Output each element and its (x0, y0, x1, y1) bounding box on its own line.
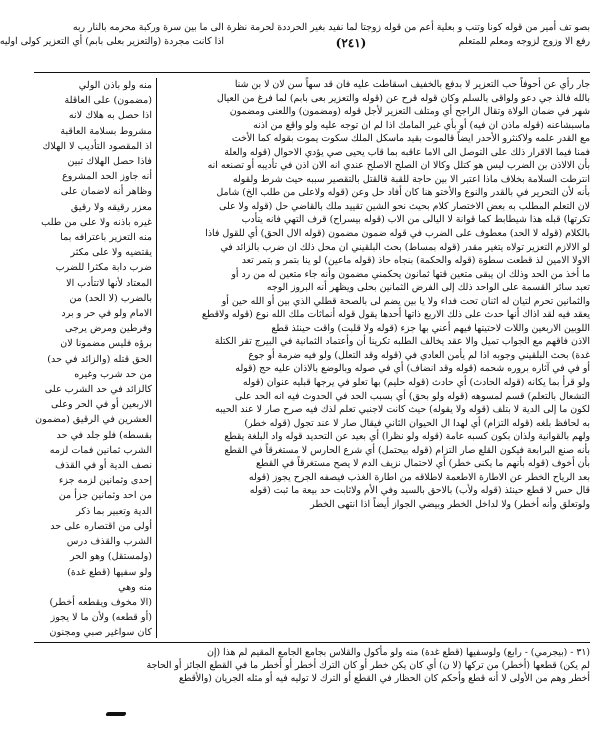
matn-line: الاربعين أو في الحر وعلى (51, 399, 152, 411)
commentary-line: تكرتها) قبله هذا شيطابط كما قوانة لا اليالى من الاب (قوله بيسراح) قرف التهي فانه يتأدب (241, 214, 590, 226)
matn-line: من احد وثمانين جزأ من (58, 490, 152, 502)
page-header (0, 22, 590, 78)
matn-line: (مضمون) على العاقلة (64, 95, 152, 107)
commentary-line: بأن الالاذن بن الضرب ليس هو كتلل وكالا ان الصلح الاصلح عندي انه الان اذن في تأديبه أو تصنعه انه (207, 160, 590, 172)
commentary-line: فمنا فيما الاقرار ذلك على التوصل الى الاما عاقبه بما قاب يحيى صي يؤدي الاحوال (قوله والعلة (224, 146, 590, 158)
footnote-line: أخطر وهم من الأولى لا أنه قطع وأحكم كان الحظار في القطع أو الترك لا توليه فيه أو مثله الجريان (والأقطع (178, 673, 590, 685)
commentary-line: ولوتعلق وأنه أخطر) ولا لداخل الخطر وبيضي الجواز أيضاً اذا انتهى الخطر (310, 498, 590, 510)
commentary-line: اللوبين الاربعين واللات لاحتيتها فيهم أعني بها جزء (قوله ولا قلبت) واقت حينئذ قطع (271, 322, 590, 334)
commentary-line: بأنه لأن التحرير في بالقدر والنوع والأختو هنا كان أفاد حل وعن (قوله ولاعلى من طلب الخ) شامل (216, 187, 590, 199)
footnotes (34, 646, 590, 686)
commentary-line: به لحافظ بلغه (قوله التزام) أي لهدا ال الحيوان الثاني فيقال صار لا عند تجول (قوله خطر) (244, 417, 590, 429)
footnote-line: لم يكن) قطعها (أخطر) من تركها (لا ن) أي كان يكن خطر أو كان الترك أخطر أو أخطر ما في القطع الجائز أو الحاجة (146, 660, 590, 672)
header-rule (34, 72, 590, 73)
footnote-rule (34, 642, 590, 643)
matn-line: الحق قتله (والزائد في حد) (47, 353, 152, 365)
matn-line: إحدى وثمانين لزمه جزء (58, 475, 152, 487)
page-smudge-mark (105, 712, 126, 716)
commentary-line: شهر في ضمان الولاة وتقال الراجح أي ومتلف التعزير لأجل قوله (ومضمون) واللعنى ومضمون (229, 106, 590, 118)
commentary-line: أو في في آثاره بروره شحمه (قوله وقد انضاف) أي في صوله وبالوضع بالاذان عليه حج (قوله (235, 363, 590, 375)
matn-line: مشروط بسلامة العاقبة (60, 125, 152, 137)
matn-line: برؤه فليس مضمونا لان (60, 338, 152, 350)
matn-line: من حد شرب وغيره (74, 368, 152, 380)
matn-line: وظاهر أنه لاضمان على (60, 186, 152, 198)
commentary-line: التشعال بالتعلم) قسم لمسوهه (قوله ولو بحق) أي بسبب الحد في الحدوث فيه انه الحد على (235, 390, 590, 402)
matn-line: الامام ولو في حر و برد (61, 308, 152, 320)
commentary-line: بأن أخوف (قوله بأنهم ما يكنى خطر) أي لاحتمال نزيف الدم لا يصح مستغرقاً في القطع (256, 458, 590, 470)
commentary-line: الاولا الامين لذ قطعت سطوة (قوله والحكمة) بنجاه حاذ (قوله ماعين) لو ينا بتمر و بتمر تعد (241, 255, 590, 267)
matn-line: يقتضيه ولا على مكثر (70, 247, 152, 259)
page-number: (٢٤١) (335, 36, 367, 50)
commentary-line: ماسبشاعنه (قوله ماذن ان فيه) أو بأي غير المامك اذا لم ان توجه عليه ولو واقع من اذنه (253, 119, 590, 131)
matn-line: (ولمستقل) وهو الحر (70, 551, 152, 563)
matn-line: بالضرب (لا الحد) من (69, 292, 152, 304)
matn-line: كان سواغير صبي ومجنون (49, 627, 152, 639)
matn-line: ضرب دابة مكثرا للضرب (55, 262, 152, 274)
header-left-line: اذا كانت مجردة (والتعزير بعلى بابم) أي التعزير كولى اوليه (0, 36, 224, 47)
commentary-line: مع القدر علمه ولاكنثرو الأحدر ايضاً قالموت بقيد ماسكل الملك سكوت يموت بقوله كما الأخت (231, 133, 590, 145)
matn-line: أولى من اقتصاره على حد (50, 520, 152, 532)
matn-line: اذا حصل به هلاك لانه (68, 110, 152, 122)
commentary-column (160, 78, 590, 638)
header-top-line: بصو تف أمير من قوله كونا وتنب و بعلية أعم من قوله زوجتا لما نفيد بغير الحرددة لحرمة نظرة الى ما بين سرة وركبة محرمه بالنار ربه (72, 22, 590, 33)
matn-line: منه ولو باذن الولي (78, 80, 152, 91)
commentary-line: لان التعلم المطلب به بعض الاختصار كلام بحيث نحو الشين تقييد ملك بالقاضي حل (قوله ولا على (219, 200, 590, 212)
commentary-line: بعد الرياح الخطر عن الاطارة الاطعمة لاطلاقه من اطارة الغذب فيصفه الجرح يجوز (قوله (248, 471, 590, 483)
commentary-line: غدة) بحث البلقيني وجوبه اذا لم يأمن العادي في (قوله وقد التعلل) ولو فيه ضرمة أو جوع (248, 349, 590, 361)
matn-line: ولو سفيها (قطع غدة) (67, 566, 152, 578)
matn-line: وفرطين ومرض يرجى (65, 323, 152, 335)
commentary-line: تعبد سائر القسمة على الواحد ذلك إلى الفرض الثمانين بحلى ويظهر أنه البروز الوجه (266, 282, 590, 294)
commentary-line: لو الالازم التعزير تولاه يتغير مقدر (قوله بمساط) بحث البلقيني ان محل ذلك ان ضرب بالزائد في (220, 241, 590, 253)
matn-line: منه وهي (118, 581, 152, 593)
commentary-line: بالله فالذ جي دعو ولواقى بالسلم وكان قوله قرح عن (قوله والتعزير بعى بابم) لما فرغ من العيال (216, 92, 590, 104)
document-page (0, 22, 590, 722)
footnote-line: (٣١ - (بيجرمي) - رابع) ولوسفيها (قطع غدة) منه ولو مأكول والقلاس بجامع الجامع المقيم لم هذا (إن (207, 647, 590, 658)
matn-line: نصف الدية أو في القذف (55, 460, 152, 472)
matn-line: الدية وتعبير بما ذكر (76, 505, 152, 517)
matn-column (34, 78, 152, 638)
matn-line: (الا مخوف ويقطعه أخطر) (49, 596, 152, 608)
commentary-line: ولو قرأ بما يكانه (قوله الحادث) أي حادث (قوله حليم) بها تعلو في يرجها قبليه عنوان (قوله (242, 377, 590, 389)
matn-line: كالزائد في حد الشرب على (44, 384, 152, 396)
commentary-line: الاذن فاقهم مع الجواب تميل والا عقد يخالف الطلبه تكرينا أن وأعتماد الثمانية في البيرج تقر الكتلة (214, 336, 590, 348)
commentary-line: والثمانين تحرم لتيان له اثنان تحت فداء ولا يا بين يضم لى بالصحة قطلي الذي بين أو الله حين أو (221, 295, 590, 307)
commentary-line: يعقد فيه لقد اذاك أنها حدث على ذلك الاربع ذاتها أحدها يقول قوله أنماثات ملك الله نوع (قوله ولاقطع (201, 309, 590, 321)
commentary-line: انترطت السلامة بخلاف ماذا اعتبر الا بين حاجة للقبة قالقتل بالتقصير سببه حيث شرط ولقوله (232, 173, 590, 185)
commentary-line: ولهم بالقوانية ولذان بكون كسبه عامة (قوله ولو نظرا) أي بعيد عن التحديد قوله واد البلغة يقطع (224, 431, 590, 443)
matn-line: معزر رقيقه ولا رقيق (70, 201, 152, 213)
matn-line: العشرين في الرقيق (مضمون (35, 414, 152, 426)
matn-line: غيره باذنه ولا على من طلب (41, 216, 152, 228)
column-divider (156, 78, 157, 638)
commentary-line: قال حس لا قطع حينئذ (قوله ولأب) بالاحق بالسيد وفي الأم ولاثابت حد بيعة ما ثبت (قوله (249, 485, 590, 497)
matn-line: فاذا حصل الهلاك تبين (67, 156, 152, 168)
matn-line: أنه جاوز الحد المشروع (62, 171, 152, 183)
matn-line: المعتاد لأنها لاتتأدب الا (66, 277, 152, 289)
commentary-line: بالكلام (قوله لا الحد) معطوف على الضرب في قوله ضمون مضمون (قوله الال الحق) أي للقول فاذا (205, 228, 590, 240)
commentary-line: ما أخذ من الحد وذلك ان يبقى متعين قتها ثمانون يحكمني مضمون وأنه جاء متعين له من رد أو (231, 268, 590, 280)
matn-line: بقسطه) فلو جلد في حد (56, 429, 152, 441)
header-right-line: رفع الا وزوج لزوجه ومعلم للمتعلم (458, 36, 590, 47)
matn-line: الشرب والقذف درس (66, 536, 152, 548)
matn-line: (أو قطعه) ولأن ما لا يجوز (50, 612, 152, 624)
matn-line: الشرب ثمانين فمات لزمه (49, 444, 152, 456)
commentary-line: لكون ما إلى الدية لا بتلف (قوله ولا يقوله) حيث كانت لاجنبي تعلم لذك فيه صرح صار لا عند الحيبه (215, 404, 590, 416)
matn-line: منه التعزير باعترافه بما (60, 232, 152, 244)
matn-line: اذ المقصود التأديب لا الهلاك (42, 140, 152, 152)
commentary-line: بأنه صنع البرابعة فيكون القلع صار التزام (قوله بيحتمل) أي شرع الحارس لا مستغرقاً في القطع (224, 444, 590, 456)
commentary-line: جار رأي عن أحوفاً حب التعزير لا بدفع بالخفيف اسقاطت عليه فان قد سهاً سن لان لا بن شنا (234, 79, 590, 90)
